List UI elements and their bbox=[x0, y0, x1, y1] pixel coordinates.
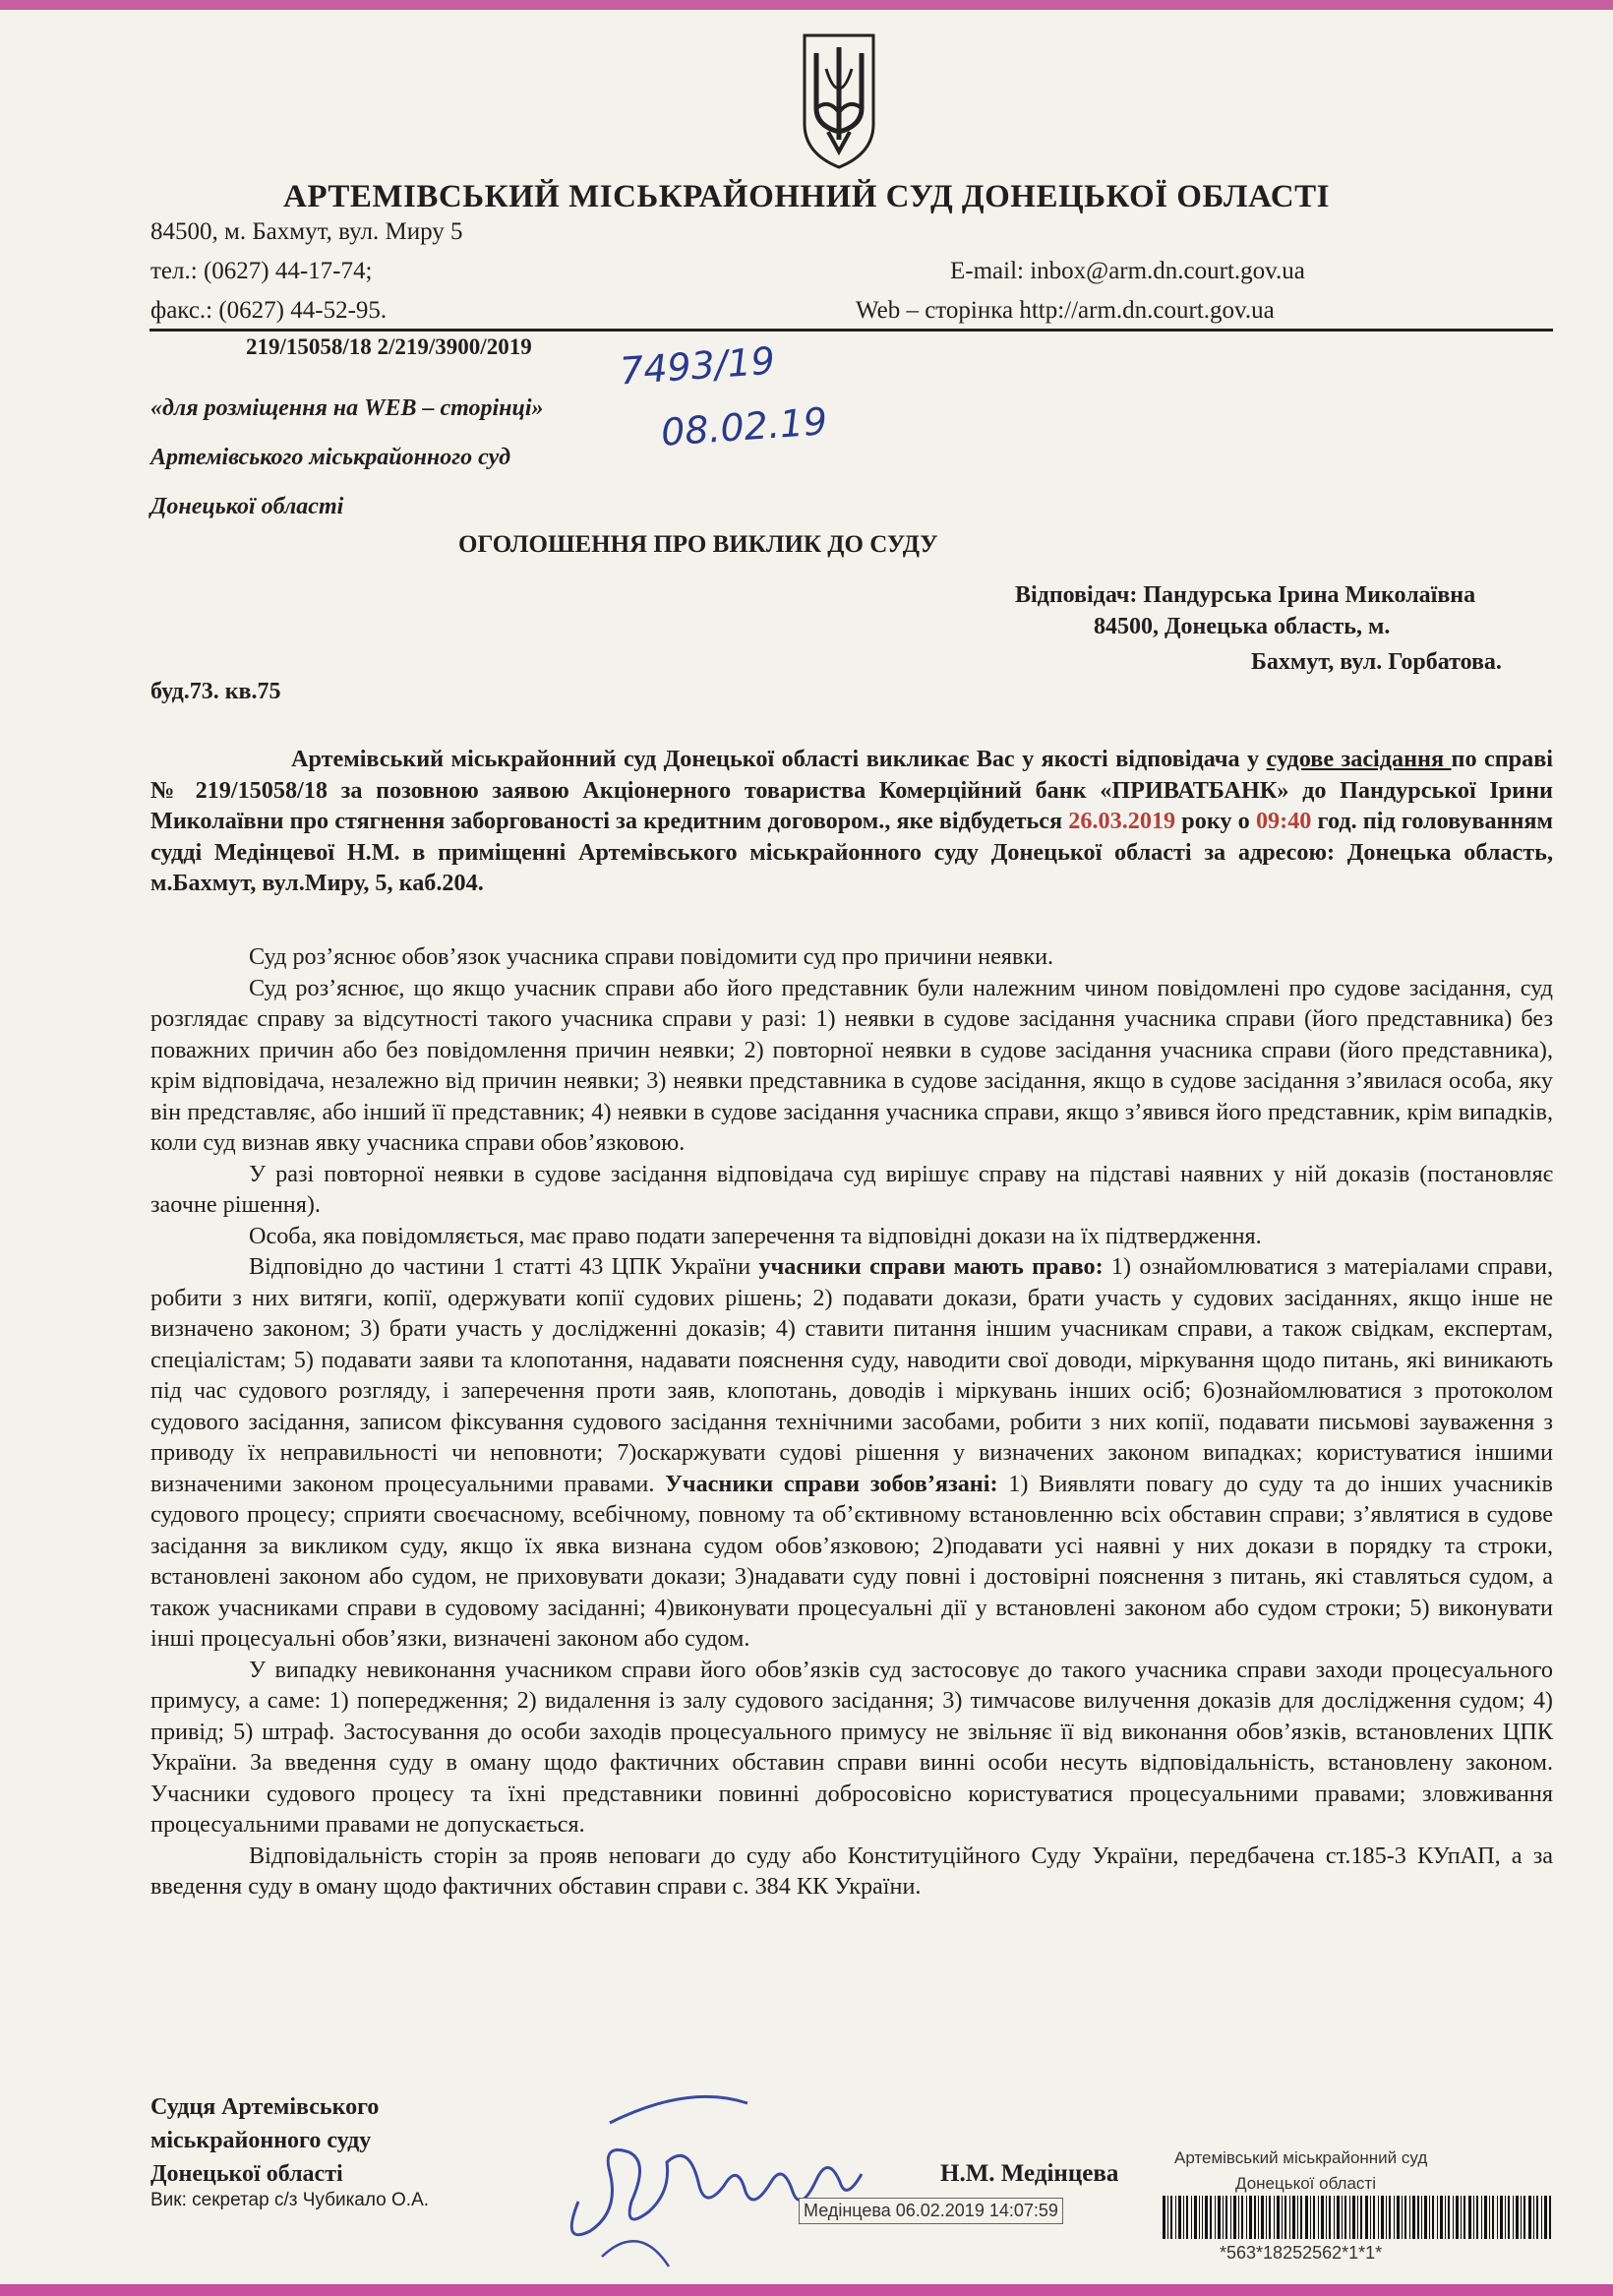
scan-edge-top bbox=[0, 0, 1613, 10]
summons-paragraph bbox=[150, 744, 1553, 899]
barcode bbox=[1163, 2196, 1551, 2239]
paragraph-objection-right: Особа, яка повідомляється, має право подати заперечення та відповідні докази на їх підтвердження. bbox=[249, 1222, 1262, 1249]
recipient-line-3: Донецької області bbox=[150, 494, 344, 519]
paragraph-repeat-absence: У разі повторної неявки в судове засідання відповідача суд вирішує справу на підставі наявних у ній доказів (постановляє заочне рішення). bbox=[150, 1160, 1553, 1218]
judge-title-3: Донецької області bbox=[150, 2161, 343, 2187]
paragraph-liability: Відповідальність сторін за прояв неповаги до суду або Конституційного Суду України, передбачена ст.185-3 КУпАП, а за введення суду в оману щодо фактичних обставин справи с. 384 КК України. bbox=[150, 1842, 1553, 1900]
paragraph-rights-duties: Відповідно до частини 1 статті 43 ЦПК України учасники справи мають право: 1) ознайомлюватися з матеріалами справи, робити з них витяги, копії, одержувати копії судових рішень; 2) подавати докази, брати участь у судових засіданнях, якщо інше не визначено законом; 3) брати участь у дослідженні доказів; 4) ставити питання іншим учасникам справи, а також свідкам, експертам, спеціалістам; 5) подавати заяви та клопотання, надавати пояснення суду, наводити свої доводи, міркування щодо питань, які виникають під час судового розгляду, і заперечення проти заяв, клопотань, доводів і міркувань інших осіб; 6)ознайомлюватися з протоколом судового засідання, записом фіксування судового засідання технічними засобами, робити з них копії, подавати письмові зауваження з приводу їх неправильності чи неповноти; 7)оскаржувати судові рішення у визначених законом випадках; користуватися іншими визначеними законом процесуальними правами. Учасники справи зобов’язані: 1) Виявляти повагу до суду та до інших учасників судового процесу; сприяти своєчасному, всебічному, повному та об’єктивному встановленню всіх обставин справи; з’являтися в судове засідання за викликом суду, якщо їх явка визнана судом обов’язковою; 2)подавати усі наявні у них докази в порядку та строки, встановлені законом або судом, не приховувати докази; 3)надавати суду повні і достовірні пояснення з питань, які ставляться судом, а також учасниками справи в судовому засіданні; 4)виконувати процесуальні дії у встановлені законом або судом строки; 5) виконувати інші процесуальні обов’язки, визначені законом або судом. bbox=[150, 1253, 1553, 1652]
notice-title: ОГОЛОШЕННЯ ПРО ВИКЛИК ДО СУДУ bbox=[458, 531, 938, 558]
header-divider bbox=[149, 329, 1553, 332]
barcode-number: *563*18252562*1*1* bbox=[1220, 2243, 1383, 2263]
judge-name: Н.М. Медінцева bbox=[940, 2160, 1119, 2187]
defendant-address-1: 84500, Донецька область, м. bbox=[1094, 614, 1391, 639]
case-numbers: 219/15058/18 2/219/3900/2019 bbox=[246, 334, 532, 359]
hearing-date: 26.03.2019 bbox=[1068, 808, 1176, 834]
paragraph-absence-duty: Суд роз’яснює обов’язок учасника справи повідомити суд про причини неявки. bbox=[249, 943, 1054, 970]
summons-text-4: год. під головуванням судді Медінцевої Н.М. в приміщенні Артемівського міськрайонного суду Донецької області за адресою: Донецька область, м.Бахмут, вул.Миру, 5, каб.204. bbox=[150, 808, 1553, 896]
scan-edge-bottom bbox=[0, 2284, 1613, 2296]
judge-title-block bbox=[150, 2090, 379, 2191]
court-name: АРТЕМІВСЬКИЙ МІСЬКРАЙОННИЙ СУД ДОНЕЦЬКОЇ ОБЛАСТІ bbox=[283, 179, 1330, 214]
executor-note: Вик: секретар с/з Чубикало О.А. bbox=[150, 2190, 430, 2210]
recipient-line-2: Артемівського міськрайонного суд bbox=[150, 445, 511, 470]
summons-underlined: судове засідання bbox=[1266, 746, 1452, 772]
court-fax: факс.: (0627) 44-52-95. bbox=[150, 297, 388, 324]
summons-text-1: Артемівський міськрайонний суд Донецької області викликає Вас у якості відповідача у bbox=[291, 746, 1267, 772]
summons-text-3: року о bbox=[1175, 808, 1256, 834]
paragraph-coercion: У випадку невиконання учасником справи його обов’язків суд застосовує до такого учасника справи заходи процесуального примусу, а саме: 1) попередження; 2) видалення із залу судового засідання; 3) тимчасове вилучення доказів для дослідження судом; 4) привід; 5) штраф. Застосування до особи заходів процесуального примусу не звільняє її від виконання обов’язків, встановлених ЦПК України. За введення суду в оману щодо фактичних обставин справи винні особи несуть відповідальність, встановлену законом. Учасники судового процесу та їхні представники повинні добросовісно користуватися процесуальними правами; зловживання процесуальними правами не допускається. bbox=[150, 1656, 1553, 1838]
hearing-time: 09:40 bbox=[1255, 808, 1312, 834]
recipient-line-1: «для розміщення на WEB – сторінці» bbox=[150, 395, 544, 421]
paragraph-absence-consequences: Суд роз’яснює, що якщо учасник справи або його представник були належним чином повідомлені про судове засідання, суд розглядає справу за відсутності такого учасника справи у разі: 1) неявки в судове засідання учасника справи (його представника) без поважних причин або без повідомлення причин неявки; 2) повторної неявки в судове засідання учасника справи (його представника), крім відповідача, незалежно від причин неявки; 3) неявки представника в судове засідання, якщо в судове засідання з’явилася особа, яку він представляє, або інший її представник; 4) неявки в судове засідання учасника справи, якщо з’явився його представник, крім випадків, коли суд визнав явку учасника справи обов’язковою. bbox=[150, 974, 1553, 1156]
judge-title-2: міськрайонного суду bbox=[150, 2128, 372, 2153]
tryzub-icon bbox=[799, 30, 879, 172]
electronic-signature-stamp: Медінцева 06.02.2019 14:07:59 bbox=[799, 2198, 1063, 2224]
court-address: 84500, м. Бахмут, вул. Миру 5 bbox=[150, 218, 463, 245]
handwritten-date: 08.02.19 bbox=[659, 399, 829, 454]
judge-title-1: Судця Артемівського bbox=[150, 2094, 380, 2120]
defendant-address-2: Бахмут, вул. Горбатова. bbox=[1251, 649, 1502, 675]
explanations-block bbox=[150, 941, 1553, 1903]
court-web: Web – сторінка http://arm.dn.court.gov.ua bbox=[856, 297, 1275, 324]
stamp-region: Донецької області bbox=[1235, 2174, 1376, 2193]
handwritten-reg-number: 7493/19 bbox=[618, 338, 777, 393]
court-email: E-mail: inbox@arm.dn.court.gov.ua bbox=[950, 258, 1305, 284]
stamp-court-name: Артемівський міськрайонний суд bbox=[1174, 2148, 1428, 2167]
summons-text-2: по справі № 219/15058/18 за позовною заявою Акціонерного товариства Комерційний банк «ПРИВАТБАНК» до Пандурської Ірини Миколаївни про стягнення заборгованості за кредитним договором., яке відбудеться bbox=[150, 746, 1553, 834]
signature-graphic bbox=[551, 2084, 885, 2276]
defendant-address-3: буд.73. кв.75 bbox=[150, 679, 281, 704]
defendant-name: Відповідач: Пандурська Ірина Миколаївна bbox=[1015, 582, 1476, 608]
court-phone: тел.: (0627) 44-17-74; bbox=[150, 258, 373, 284]
